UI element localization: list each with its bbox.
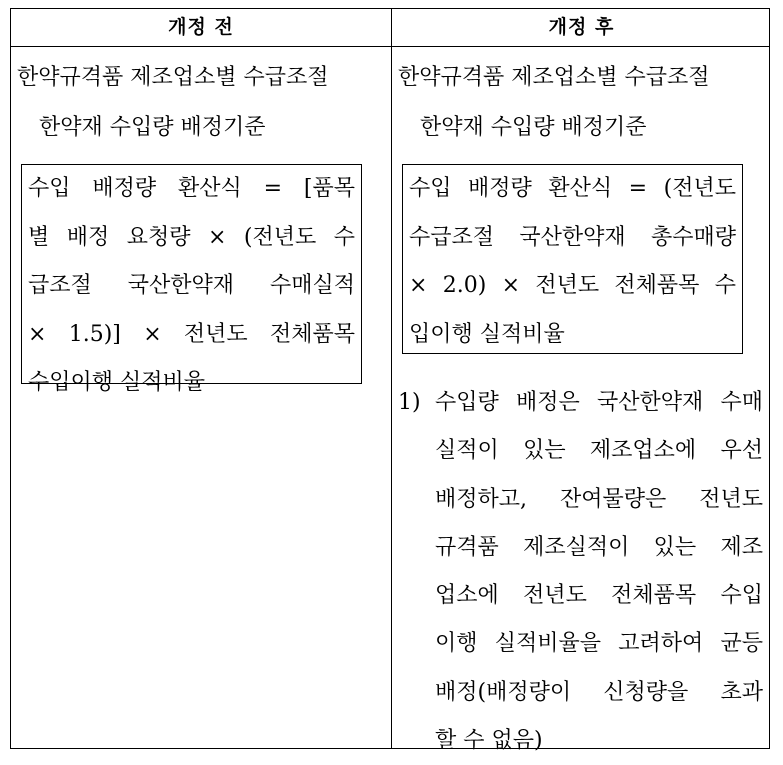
after-formula-box: [402, 164, 743, 354]
note-line: 업소에 전년도 전체품목 수입: [435, 583, 763, 609]
formula-line: × 2.0) × 전년도 전체품목 수: [409, 273, 736, 298]
column-divider: [391, 9, 392, 748]
formula-line: 별 배정 요청량 × (전년도 수: [28, 224, 355, 250]
note-number: 1): [398, 390, 421, 415]
formula-line: 수입 배정량 환산식 = (전년도: [409, 176, 736, 201]
after-note: [398, 379, 763, 765]
formula-line: 수입 배정량 환산식 = [품목: [28, 176, 355, 201]
note-line: 배정하고, 잔여물량은 전년도: [435, 486, 763, 512]
formula-line: 급조절 국산한약재 수매실적: [28, 273, 355, 298]
revision-comparison-table: [10, 8, 770, 754]
note-line: 실적이 있는 제조업소에 우선: [435, 438, 763, 464]
note-line: 이행 실적비율을 고려하여 균등: [435, 631, 763, 657]
note-line: 수입량 배정은 국산한약재 수매: [435, 390, 763, 415]
before-title-line-1: 한약규격품 제조업소별 수급조절: [17, 65, 329, 90]
after-title-line-1: 한약규격품 제조업소별 수급조절: [398, 65, 710, 90]
after-title-line-2: 한약재 수입량 배정기준: [420, 115, 647, 140]
before-formula-box: [21, 164, 362, 395]
note-line: 배정(배정량이 신청량을 초과: [435, 679, 763, 705]
formula-line: 수급조절 국산한약재 총수매량: [409, 224, 736, 250]
formula-line: 입이행 실적비율: [409, 321, 565, 347]
header-before: 개정 전: [168, 16, 234, 38]
before-title: [17, 53, 389, 153]
header-after: 개정 후: [548, 16, 615, 38]
formula-line: 수입이행 실적비율: [28, 370, 206, 395]
note-line: 규격품 제조실적이 있는 제조: [435, 534, 763, 560]
note-line: 할 수 없음): [435, 728, 543, 754]
header-divider: [11, 46, 769, 47]
after-title: [398, 53, 770, 153]
formula-line: × 1.5)] × 전년도 전체품목: [28, 321, 355, 347]
before-title-line-2: 한약재 수입량 배정기준: [39, 115, 266, 140]
